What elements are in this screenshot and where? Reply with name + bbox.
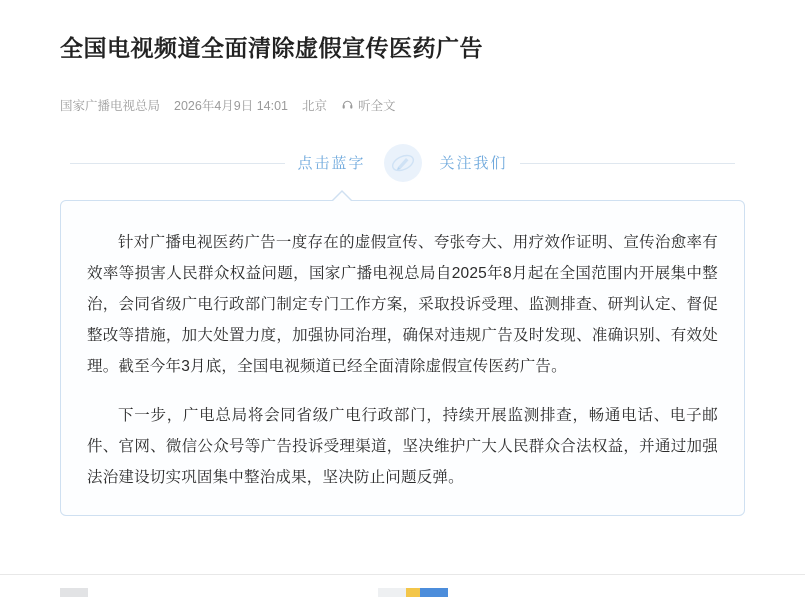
footer-block [378, 588, 406, 597]
page-title: 全国电视频道全面清除虚假宣传医药广告 [60, 35, 483, 62]
article-page [0, 15, 805, 597]
listen-full-text-button[interactable] [341, 96, 396, 114]
article-paragraph: 针对广播电视医药广告一度存在的虚假宣传、夸张夸大、用疗效作证明、宣传治愈率有效率等损害人民群众权益问题，国家广播电视总局自2025年8月起在全国范围内开展集中整治，会同省级广电行政部门制定专门工作方案，采取投诉受理、监测排查、研判认定、督促整改等措施，加大处置力度，加强协同治理，确保对违规广告及时发现、准确识别、有效处理。截至今年3月底，全国电视频道已经全面清除虚假宣传医药广告。 [87, 233, 718, 375]
listen-label: 听全文 [358, 98, 396, 113]
footer-strip [0, 574, 805, 597]
pen-logo-icon [384, 144, 422, 182]
follow-us-banner[interactable] [0, 142, 805, 184]
click-blue-text: 点击蓝字 [297, 155, 366, 173]
article-content-card [60, 200, 745, 516]
meta-source: 国家广播电视总局 [60, 98, 161, 113]
headphone-icon [341, 98, 354, 111]
footer-block [60, 588, 88, 597]
follow-us-text: 关注我们 [439, 155, 508, 173]
article-paragraph: 下一步，广电总局将会同省级广电行政部门，持续开展监测排查，畅通电话、电子邮件、官网、微信公众号等广告投诉受理渠道，坚决维护广大人民群众合法权益，并通过加强法治建设切实巩固集中整治成果，坚决防止问题反弹。 [87, 406, 718, 486]
footer-block [420, 588, 448, 597]
banner-divider-right [520, 163, 735, 164]
meta-location: 北京 [301, 98, 327, 113]
meta-datetime: 2026年4月9日 14:01 [174, 98, 288, 113]
banner-divider-left [70, 163, 285, 164]
card-notch [331, 190, 353, 201]
article-meta [0, 80, 805, 114]
